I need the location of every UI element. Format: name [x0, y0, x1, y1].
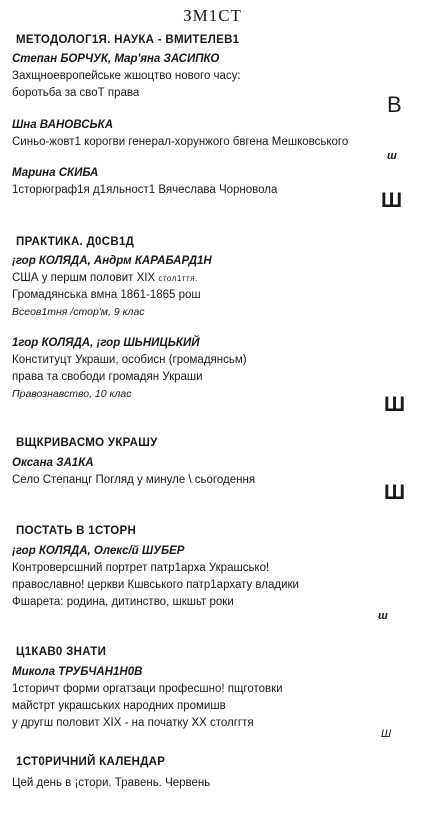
entry-title-line: Село Степанцг Погляд у минуле \ сьогодення	[12, 474, 256, 486]
section-heading-practice: ПРАКТИКА. Д0СВ1Д	[16, 236, 135, 248]
entry-authors: 1гор КОЛЯДА, ¡гор ШЬНИЦЬКИЙ	[12, 337, 200, 349]
section-heading-methodology: МЕТОДОЛОГ1Я. НАУКА - ВМИТЕЛЕВ1	[16, 34, 240, 46]
page-number: Ш	[381, 189, 403, 212]
page-number: Ш	[381, 728, 392, 740]
page-number: Ш	[384, 481, 406, 504]
entry-authors: ¡гор КОЛЯДА, Андрм КАРАБАРД1Н	[12, 255, 212, 267]
entry-title-line: 1сторичт форми оргатзаци професшно! пщготовки	[12, 683, 283, 695]
entry-title-line: Захщноевропейське жшоцтво нового часу:	[12, 70, 241, 82]
page-title: ЗМ1СТ	[183, 6, 242, 25]
page-number: Ш	[384, 393, 406, 416]
entry-title-line: боротьба за своТ права	[12, 87, 140, 99]
entry-authors: Шна ВАНОВСЬКА	[12, 119, 114, 131]
entry-authors: Оксана ЗА1КА	[12, 457, 94, 469]
entry-title-line: православно! церкви Кшвського патр1архату владики	[12, 579, 299, 591]
entry-title-line: Синьо-жовт1 корогви генерал-хорунжого бвгена Мешковського	[12, 136, 349, 148]
entry-title-line: Цей день в ¡стори. Травень. Червень	[12, 777, 211, 789]
page-number: В	[387, 92, 402, 117]
entry-title-line: майстрт украшських народних промишв	[12, 700, 226, 712]
entry-authors: Марина СКИБА	[12, 167, 99, 179]
entry-authors: ¡гор КОЛЯДА, Олекс/й ШУБЕР	[12, 545, 185, 557]
entry-title-line: Громадянська вмна 1861-1865 рош	[12, 289, 201, 301]
section-heading-interesting-to-know: Ц1КАВ0 ЗНАТИ	[16, 646, 107, 658]
entry-title-line: Фшарета: родина, дитинство, шкшьт роки	[12, 596, 234, 608]
entry-title-line: 1сторюграф1я д1яльност1 Вячеслава Чорновола	[12, 184, 278, 196]
entry-title-line: США у першм половит XIX стол1ття.	[12, 272, 198, 284]
entry-title-line: у другш половит XIX - на початку XX столггтя	[12, 717, 254, 729]
section-heading-discovering-ukraine: ВЩКРИВАСМО УКРАШУ	[16, 437, 158, 449]
section-heading-figure-in-history: ПОСТАТЬ В 1СТОРН	[16, 525, 137, 537]
page-number: ш	[387, 150, 397, 162]
entry-title-line: Контроверсшний портрет патр1арха Украшсько!	[12, 562, 270, 574]
entry-title-line: Конституцт Украши, особисн (громадянсьм)	[12, 354, 247, 366]
entry-authors: Степан БОРЧУК, Мар'яна ЗАСИПКО	[12, 53, 220, 65]
page-number: ш	[378, 610, 388, 622]
entry-title-line: права та свободи громадян Украши	[12, 371, 203, 383]
entry-subject-note: Всеов1тня /стор'м, 9 клас	[12, 306, 145, 318]
entry-authors: Микола ТРУБЧАН1Н0В	[12, 666, 143, 678]
entry-subject-note: Правознавство, 10 клас	[12, 388, 132, 400]
section-heading-historical-calendar: 1СТ0РИЧНИЙ КАЛЕНДАР	[16, 756, 166, 768]
